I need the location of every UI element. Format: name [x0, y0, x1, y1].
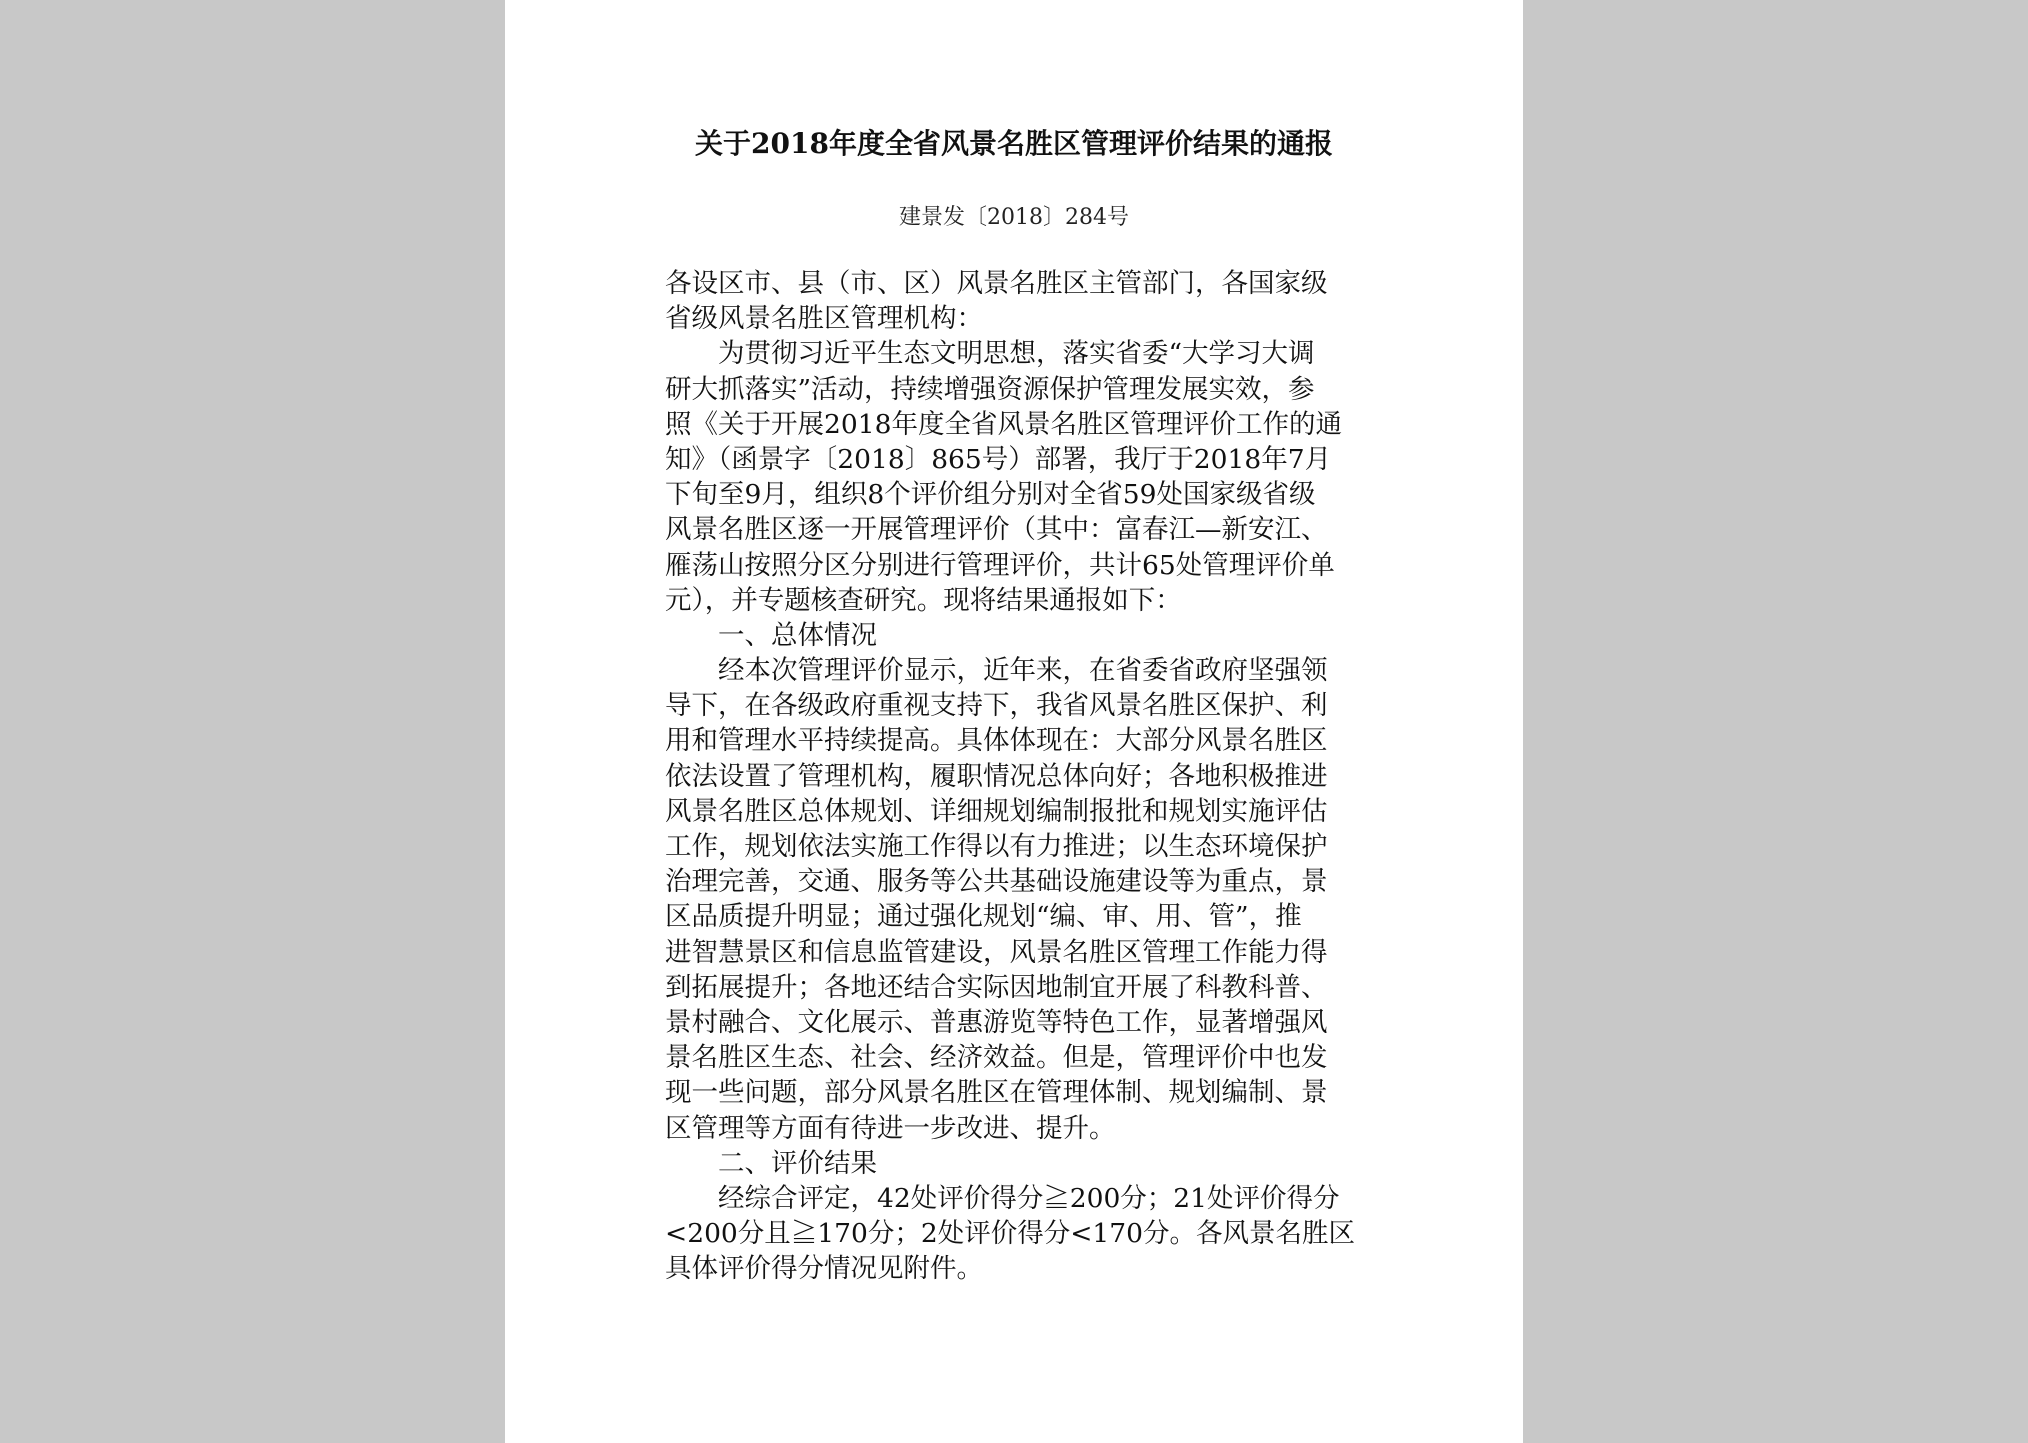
text-line: 下旬至9月，组织8个评价组分别对全省59处国家级省级 [665, 479, 1316, 511]
text-line: 风景名胜区总体规划、详细规划编制报批和规划实施评估 [665, 795, 1328, 827]
text-line: 用和管理水平持续提高。具体体现在：大部分风景名胜区 [665, 725, 1328, 757]
text-line: 研大抓落实”活动，持续增强资源保护管理发展实效，参 [665, 373, 1315, 405]
text-line: 进智慧景区和信息监管建设，风景名胜区管理工作能力得 [665, 936, 1328, 968]
text-line: 现一些问题，部分风景名胜区在管理体制、规划编制、景 [665, 1077, 1328, 1109]
text-line: 区管理等方面有待进一步改进、提升。 [665, 1112, 1116, 1144]
text-line: 经本次管理评价显示，近年来，在省委省政府坚强领 [718, 655, 1328, 687]
text-line: 省级风景名胜区管理机构： [665, 303, 983, 335]
text-line: 照《关于开展2018年度全省风景名胜区管理评价工作的通 [665, 408, 1342, 440]
text-line: 景名胜区生态、社会、经济效益。但是，管理评价中也发 [665, 1042, 1328, 1074]
text-line: 风景名胜区逐一开展管理评价（其中：富春江—新安江、 [665, 514, 1328, 546]
text-line: <200分且≧170分；2处评价得分<170分。各风景名胜区 [665, 1218, 1356, 1250]
text-line: 具体评价得分情况见附件。 [665, 1253, 983, 1285]
text-line: 工作，规划依法实施工作得以有力推进；以生态环境保护 [665, 831, 1328, 862]
text-line: 景村融合、文化展示、普惠游览等特色工作，显著增强风 [665, 1006, 1328, 1038]
text-line: 各设区市、县（市、区）风景名胜区主管部门，各国家级 [665, 268, 1328, 299]
section-heading: 二、评价结果 [718, 1147, 877, 1179]
text-line: 元），并专题核查研究。现将结果通报如下： [665, 584, 1182, 616]
text-line: 导下，在各级政府重视支持下，我省风景名胜区保护、利 [665, 690, 1328, 722]
document-page [505, 0, 1523, 1443]
text-line: 为贯彻习近平生态文明思想，落实省委“大学习大调 [718, 338, 1315, 370]
text-line: 治理完善，交通、服务等公共基础设施建设等为重点，景 [665, 866, 1328, 898]
document-title: 关于2018年度全省风景名胜区管理评价结果的通报 [695, 127, 1333, 160]
document-number: 建景发〔2018〕284号 [899, 205, 1129, 230]
section-heading: 一、总体情况 [718, 619, 877, 651]
text-line: 到拓展提升；各地还结合实际因地制宜开展了科教科普、 [665, 971, 1328, 1003]
document-body [665, 266, 1375, 1286]
text-line: 依法设置了管理机构，履职情况总体向好；各地积极推进 [665, 760, 1328, 792]
text-line: 区品质提升明显；通过强化规划“编、审、用、管”，推 [665, 901, 1302, 933]
text-line: 知》（函景字〔2018〕865号）部署，我厅于2018年7月 [665, 443, 1332, 475]
text-line: 雁荡山按照分区分别进行管理评价，共计65处管理评价单 [665, 549, 1335, 581]
text-line: 经综合评定，42处评价得分≧200分；21处评价得分 [718, 1182, 1340, 1214]
